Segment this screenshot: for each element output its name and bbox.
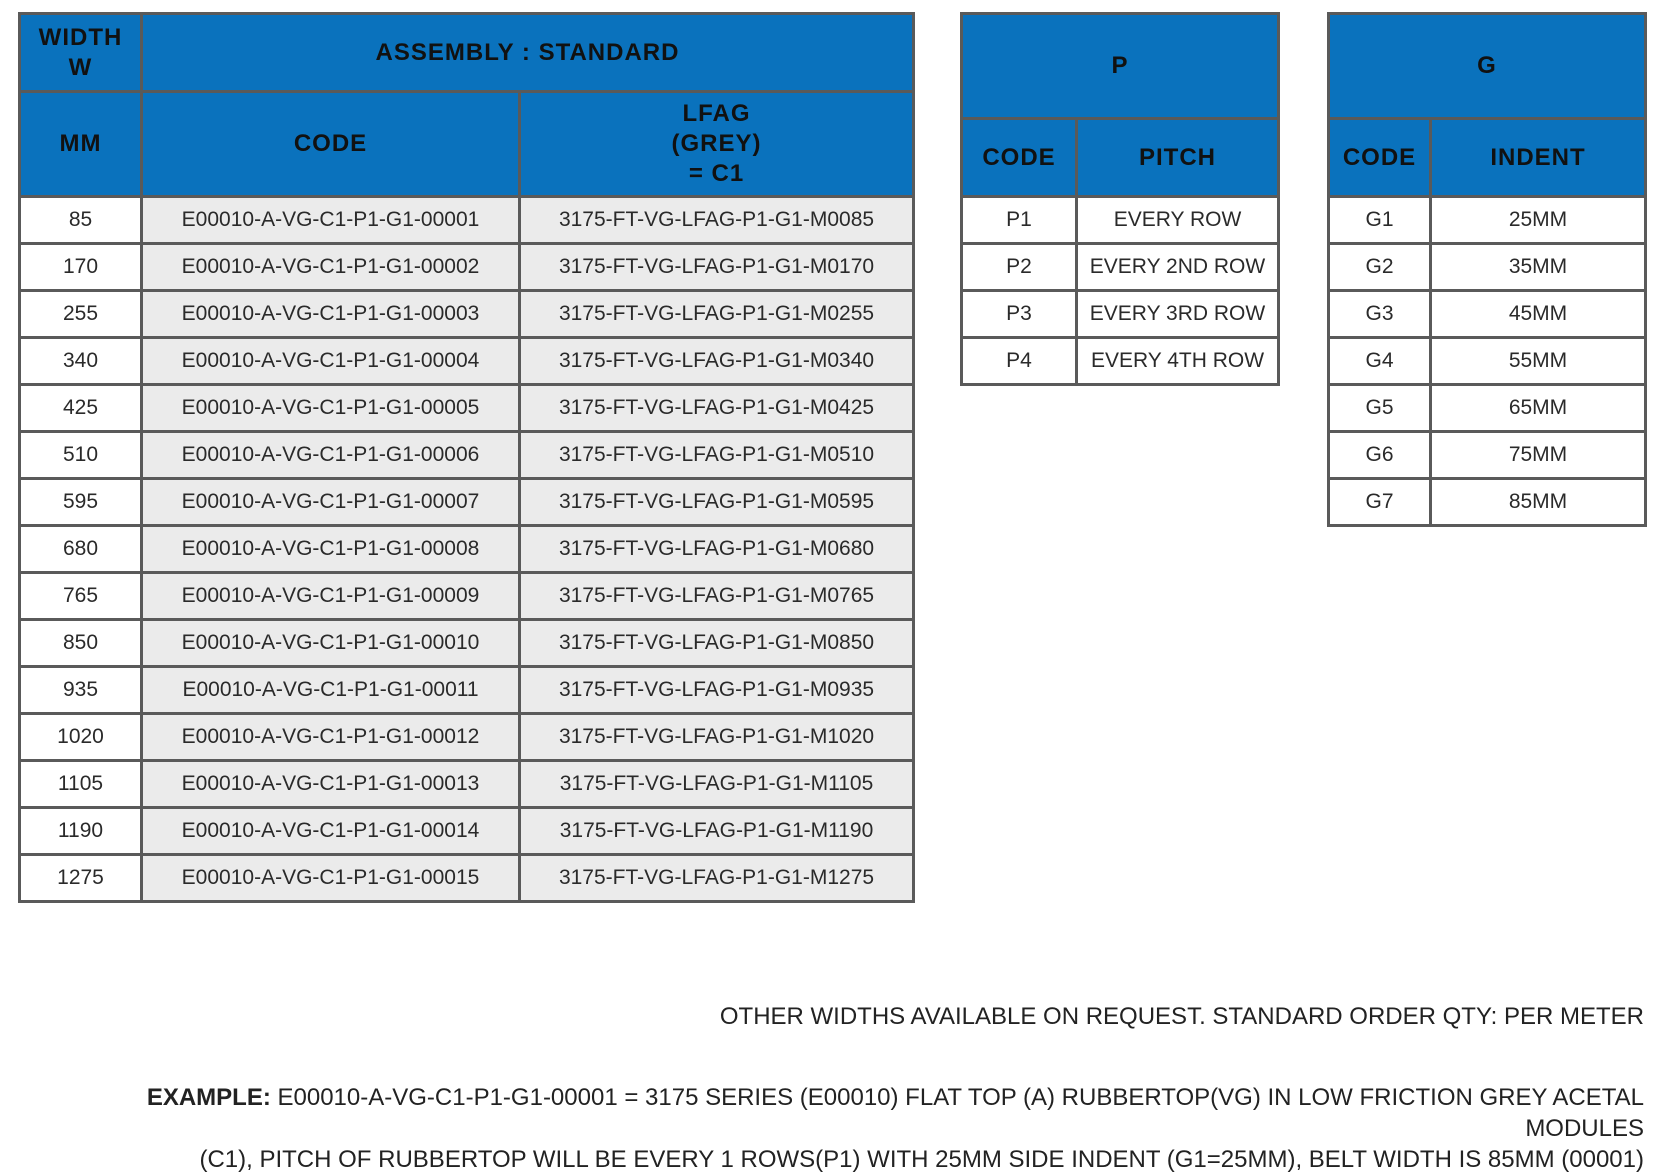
- indent-code-cell: G2: [1329, 244, 1431, 291]
- indent-code-cell: G7: [1329, 479, 1431, 526]
- lfag-header-line1: LFAG: [682, 100, 751, 127]
- pitch-code-header: CODE: [962, 119, 1077, 197]
- example-line1: E00010-A-VG-C1-P1-G1-00001 = 3175 SERIES (E00010) FLAT TOP (A) RUBBERTOP(VG) IN LOW FRICTION GREY ACETAL MODULES: [277, 1084, 1644, 1142]
- lfag-header: [520, 92, 914, 197]
- lfag-code-cell: 3175-FT-VG-LFAG-P1-G1-M0085: [520, 197, 914, 244]
- width-header-line1: WIDTH: [38, 23, 123, 51]
- mm-header: MM: [20, 92, 142, 197]
- table-row: [20, 197, 914, 244]
- table-row: [20, 479, 914, 526]
- indent-value-cell: 25MM: [1431, 197, 1646, 244]
- lfag-header-line2: (GREY): [671, 130, 762, 157]
- pitch-row: [962, 338, 1279, 385]
- width-mm-cell: 170: [20, 244, 142, 291]
- assembly-code-cell: E00010-A-VG-C1-P1-G1-00001: [142, 197, 520, 244]
- assembly-code-cell: E00010-A-VG-C1-P1-G1-00014: [142, 808, 520, 855]
- pitch-table: [960, 12, 1280, 386]
- assembly-header: ASSEMBLY : STANDARD: [142, 14, 914, 92]
- pitch-row: [962, 291, 1279, 338]
- width-mm-cell: 935: [20, 667, 142, 714]
- indent-code-cell: G3: [1329, 291, 1431, 338]
- lfag-code-cell: 3175-FT-VG-LFAG-P1-G1-M0510: [520, 432, 914, 479]
- table-row: [20, 573, 914, 620]
- width-mm-cell: 680: [20, 526, 142, 573]
- indent-code-cell: G6: [1329, 432, 1431, 479]
- pitch-value-cell: EVERY 3RD ROW: [1077, 291, 1279, 338]
- indent-row: [1329, 479, 1646, 526]
- indent-code-cell: G4: [1329, 338, 1431, 385]
- width-mm-cell: 340: [20, 338, 142, 385]
- width-mm-cell: 1190: [20, 808, 142, 855]
- width-header-line2: W: [68, 53, 93, 81]
- width-mm-cell: 425: [20, 385, 142, 432]
- table-row: [20, 526, 914, 573]
- indent-code-header: CODE: [1329, 119, 1431, 197]
- indent-value-cell: 35MM: [1431, 244, 1646, 291]
- other-widths-note: OTHER WIDTHS AVAILABLE ON REQUEST. STANDARD ORDER QTY: PER METER: [719, 1003, 1644, 1030]
- assembly-code-cell: E00010-A-VG-C1-P1-G1-00003: [142, 291, 520, 338]
- table-row: [20, 244, 914, 291]
- pitch-code-cell: P4: [962, 338, 1077, 385]
- lfag-header-line3: = C1: [688, 160, 745, 187]
- indent-value-cell: 75MM: [1431, 432, 1646, 479]
- assembly-code-cell: E00010-A-VG-C1-P1-G1-00010: [142, 620, 520, 667]
- table-row: [20, 385, 914, 432]
- indent-row: [1329, 338, 1646, 385]
- table-row: [20, 338, 914, 385]
- lfag-code-cell: 3175-FT-VG-LFAG-P1-G1-M0595: [520, 479, 914, 526]
- table-row: [20, 432, 914, 479]
- indent-row: [1329, 385, 1646, 432]
- indent-value-cell: 55MM: [1431, 338, 1646, 385]
- pitch-row: [962, 197, 1279, 244]
- lfag-code-cell: 3175-FT-VG-LFAG-P1-G1-M1275: [520, 855, 914, 902]
- table-row: [20, 667, 914, 714]
- pitch-header: PITCH: [1077, 119, 1279, 197]
- width-mm-cell: 85: [20, 197, 142, 244]
- indent-code-cell: G1: [1329, 197, 1431, 244]
- table-row: [20, 620, 914, 667]
- assembly-code-cell: E00010-A-VG-C1-P1-G1-00012: [142, 714, 520, 761]
- pitch-table-title: P: [962, 14, 1279, 119]
- width-mm-cell: 1105: [20, 761, 142, 808]
- lfag-code-cell: 3175-FT-VG-LFAG-P1-G1-M0340: [520, 338, 914, 385]
- assembly-code-cell: E00010-A-VG-C1-P1-G1-00005: [142, 385, 520, 432]
- example-line2: (C1), PITCH OF RUBBERTOP WILL BE EVERY 1 ROWS(P1) WITH 25MM SIDE INDENT (G1=25MM), BELT WIDTH IS 85MM (00001): [199, 1146, 1644, 1173]
- width-mm-cell: 595: [20, 479, 142, 526]
- assembly-code-cell: E00010-A-VG-C1-P1-G1-00002: [142, 244, 520, 291]
- pitch-value-cell: EVERY 2ND ROW: [1077, 244, 1279, 291]
- lfag-code-cell: 3175-FT-VG-LFAG-P1-G1-M0170: [520, 244, 914, 291]
- width-mm-cell: 510: [20, 432, 142, 479]
- indent-row: [1329, 244, 1646, 291]
- assembly-code-cell: E00010-A-VG-C1-P1-G1-00007: [142, 479, 520, 526]
- indent-value-cell: 85MM: [1431, 479, 1646, 526]
- assembly-code-cell: E00010-A-VG-C1-P1-G1-00008: [142, 526, 520, 573]
- indent-table-title: G: [1329, 14, 1646, 119]
- width-mm-cell: 255: [20, 291, 142, 338]
- assembly-code-cell: E00010-A-VG-C1-P1-G1-00011: [142, 667, 520, 714]
- lfag-code-cell: 3175-FT-VG-LFAG-P1-G1-M0935: [520, 667, 914, 714]
- assembly-code-cell: E00010-A-VG-C1-P1-G1-00009: [142, 573, 520, 620]
- width-header: [20, 14, 142, 92]
- pitch-code-cell: P1: [962, 197, 1077, 244]
- indent-row: [1329, 197, 1646, 244]
- lfag-code-cell: 3175-FT-VG-LFAG-P1-G1-M1105: [520, 761, 914, 808]
- assembly-code-cell: E00010-A-VG-C1-P1-G1-00015: [142, 855, 520, 902]
- table-row: [20, 808, 914, 855]
- lfag-code-cell: 3175-FT-VG-LFAG-P1-G1-M1190: [520, 808, 914, 855]
- table-row: [20, 761, 914, 808]
- table-row: [20, 714, 914, 761]
- indent-header: INDENT: [1431, 119, 1646, 197]
- width-mm-cell: 1020: [20, 714, 142, 761]
- assembly-code-cell: E00010-A-VG-C1-P1-G1-00006: [142, 432, 520, 479]
- indent-code-cell: G5: [1329, 385, 1431, 432]
- assembly-table: [18, 12, 915, 903]
- lfag-code-cell: 3175-FT-VG-LFAG-P1-G1-M1020: [520, 714, 914, 761]
- lfag-code-cell: 3175-FT-VG-LFAG-P1-G1-M0425: [520, 385, 914, 432]
- example-label: EXAMPLE:: [146, 1084, 271, 1111]
- table-row: [20, 855, 914, 902]
- table-row: [20, 291, 914, 338]
- width-mm-cell: 765: [20, 573, 142, 620]
- lfag-code-cell: 3175-FT-VG-LFAG-P1-G1-M0255: [520, 291, 914, 338]
- pitch-code-cell: P2: [962, 244, 1077, 291]
- indent-value-cell: 65MM: [1431, 385, 1646, 432]
- lfag-code-cell: 3175-FT-VG-LFAG-P1-G1-M0680: [520, 526, 914, 573]
- example-note: [44, 1082, 1644, 1175]
- pitch-value-cell: EVERY ROW: [1077, 197, 1279, 244]
- indent-value-cell: 45MM: [1431, 291, 1646, 338]
- assembly-code-cell: E00010-A-VG-C1-P1-G1-00013: [142, 761, 520, 808]
- assembly-code-cell: E00010-A-VG-C1-P1-G1-00004: [142, 338, 520, 385]
- pitch-code-cell: P3: [962, 291, 1077, 338]
- lfag-code-cell: 3175-FT-VG-LFAG-P1-G1-M0765: [520, 573, 914, 620]
- indent-row: [1329, 432, 1646, 479]
- pitch-row: [962, 244, 1279, 291]
- indent-table: [1327, 12, 1647, 527]
- width-mm-cell: 1275: [20, 855, 142, 902]
- code-header: CODE: [142, 92, 520, 197]
- pitch-value-cell: EVERY 4TH ROW: [1077, 338, 1279, 385]
- width-mm-cell: 850: [20, 620, 142, 667]
- lfag-code-cell: 3175-FT-VG-LFAG-P1-G1-M0850: [520, 620, 914, 667]
- indent-row: [1329, 291, 1646, 338]
